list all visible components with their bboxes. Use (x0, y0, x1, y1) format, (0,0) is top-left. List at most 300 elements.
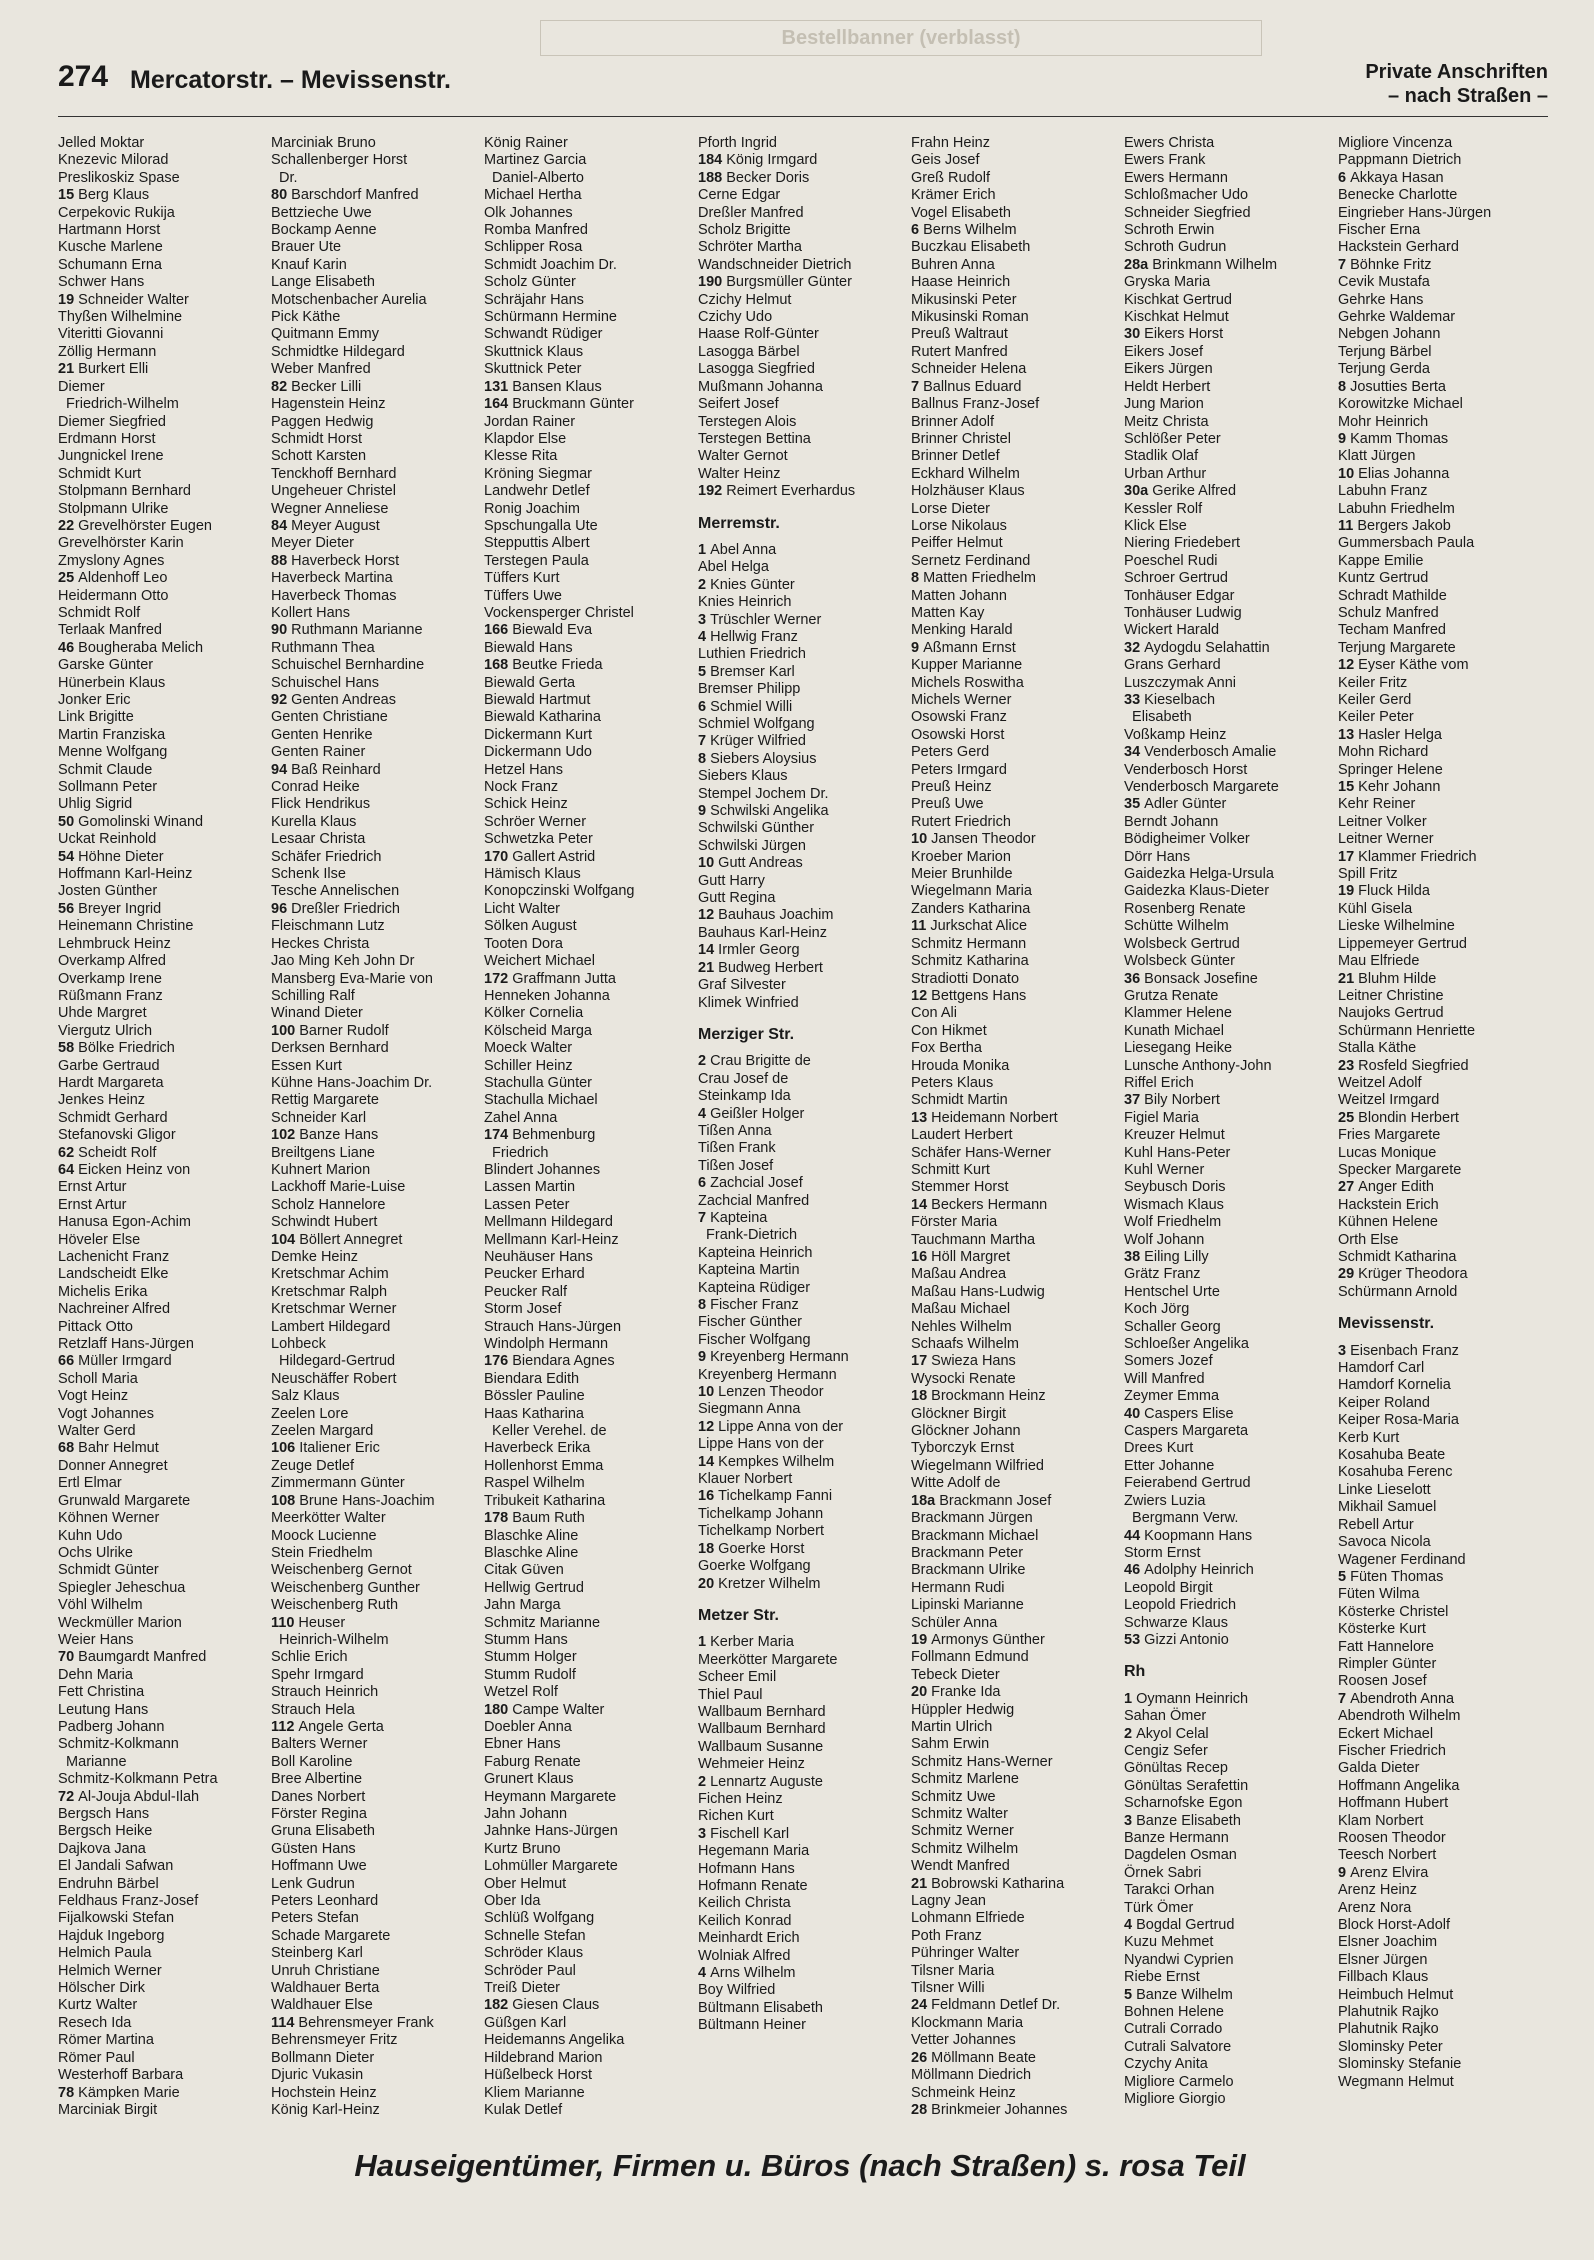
house-number: 7 (698, 733, 711, 750)
resident-entry: Lassen Peter (484, 1196, 570, 1213)
resident-entry: Jonker Eric (58, 692, 131, 708)
resident-entry: 10 Jansen Theodor (911, 831, 1036, 848)
resident-entry: Koch Jörg (1124, 1301, 1190, 1318)
resident-entry: Bollmann Dieter (271, 2049, 375, 2066)
resident-entry: 16 Höll Margret (911, 1249, 1011, 1265)
resident-entry: Schmidt Katharina (1338, 1249, 1457, 1265)
resident-entry: Grevelhörster Karin (58, 535, 184, 552)
resident-entry: Peters Gerd (911, 744, 990, 761)
resident-entry: Marciniak Bruno (271, 135, 376, 151)
resident-entry: 7 Ballnus Eduard (911, 378, 1022, 395)
resident-entry: Hofmann Renate (698, 1878, 808, 1894)
resident-entry: Dehn Maria (58, 1666, 133, 1683)
resident-entry: Hentschel Urte (1124, 1283, 1220, 1300)
resident-entry: Wallbaum Susanne (698, 1738, 824, 1755)
resident-entry: 66 Müller Irmgard (58, 1353, 172, 1370)
resident-entry: Heinrich-Wilhelm (271, 1631, 389, 1648)
resident-entry: Wegner Anneliese (271, 500, 389, 517)
resident-entry: 8 Josutties Berta (1338, 378, 1447, 395)
resident-entry: Wickert Harald (1124, 622, 1220, 639)
resident-entry: Tißen Josef (698, 1157, 774, 1174)
resident-entry: Kurtz Walter (58, 1997, 138, 2014)
resident-entry: Stepputtis Albert (484, 535, 590, 552)
house-number: 9 (1338, 430, 1351, 447)
resident-entry: Kappe Emilie (1338, 552, 1424, 569)
resident-entry: Ewers Frank (1124, 152, 1206, 169)
resident-entry: Schmidt Joachim Dr. (484, 256, 617, 273)
resident-entry: Eckert Michael (1338, 1725, 1434, 1742)
house-number: 164 (484, 396, 513, 413)
resident-entry: Grunert Klaus (484, 1771, 574, 1788)
resident-entry: Vogt Johannes (58, 1405, 154, 1422)
resident-entry: Bültmann Heiner (698, 2017, 806, 2034)
resident-entry: Heymann Margarete (484, 1788, 617, 1805)
resident-entry: Siegmann Anna (698, 1401, 801, 1418)
resident-entry: Kapteina Martin (698, 1262, 800, 1279)
resident-entry: Raspel Wilhelm (484, 1475, 585, 1492)
resident-entry: Rüßmann Franz (58, 987, 163, 1004)
house-number: 112 (271, 1718, 299, 1735)
house-number: 10 (698, 1384, 719, 1401)
resident-entry: Wallbaum Bernhard (698, 1703, 826, 1720)
directory-column (484, 135, 694, 2119)
resident-entry: Fries Margarete (1338, 1127, 1441, 1144)
resident-entry: Wolniak Alfred (698, 1947, 791, 1964)
resident-entry: Fischer Günther (698, 1314, 802, 1331)
resident-entry: Krämer Erich (911, 187, 996, 204)
house-number: 9 (698, 1349, 711, 1366)
house-number: 29 (1338, 1266, 1359, 1283)
resident-entry: 20 Franke Ida (911, 1684, 1001, 1701)
resident-entry: Feierabend Gertrud (1124, 1475, 1251, 1492)
house-number: 170 (484, 848, 513, 865)
resident-entry: Schäfer Friedrich (271, 848, 382, 865)
resident-entry: 8 Matten Friedhelm (911, 570, 1036, 587)
resident-entry: 2 Crau Brigitte de (698, 1053, 811, 1070)
resident-entry: Möllmann Diedrich (911, 2067, 1032, 2084)
house-number: 94 (271, 761, 292, 778)
resident-entry: 46 Adolphy Heinrich (1124, 1562, 1254, 1579)
resident-entry: Zachcial Manfred (698, 1192, 810, 1209)
resident-entry: Ober Helmut (484, 1875, 567, 1892)
resident-entry: Kretschmar Achim (271, 1266, 389, 1283)
resident-entry: Knauf Karin (271, 256, 347, 273)
resident-entry: Conrad Heike (271, 779, 360, 796)
resident-entry: Ruthmann Thea (271, 639, 375, 656)
resident-entry: Kuzu Mehmet (1124, 1934, 1214, 1951)
resident-entry: Walter Gernot (698, 448, 788, 465)
resident-entry: Danes Norbert (271, 1788, 366, 1805)
resident-entry: Elsner Jürgen (1338, 1951, 1428, 1968)
resident-entry: Tichelkamp Johann (698, 1505, 824, 1522)
resident-entry: Mikusinski Peter (911, 291, 1017, 308)
resident-entry: Hagenstein Heinz (271, 396, 386, 413)
resident-entry: Stumm Rudolf (484, 1666, 576, 1683)
house-number: 36 (1124, 970, 1145, 987)
resident-entry: Lambert Hildegard (271, 1318, 391, 1335)
resident-entry: Weitzel Irmgard (1338, 1092, 1440, 1109)
resident-entry: Tooten Dora (484, 935, 563, 952)
resident-entry: Brackmann Jürgen (911, 1510, 1033, 1527)
resident-entry: Gruna Elisabeth (271, 1823, 375, 1840)
resident-entry: Flick Hendrikus (271, 796, 371, 813)
resident-entry: Spehr Irmgard (271, 1666, 364, 1683)
resident-entry: 68 Bahr Helmut (58, 1440, 159, 1457)
resident-entry: 172 Graffmann Jutta (484, 970, 616, 987)
resident-entry: Schenk Ilse (271, 866, 346, 883)
resident-entry: Banze Hermann (1124, 1830, 1229, 1846)
resident-entry: Venderbosch Margarete (1124, 779, 1279, 796)
resident-entry: Jelled Moktar (58, 135, 145, 151)
resident-entry: Gaidezka Helga-Ursula (1124, 866, 1274, 883)
resident-entry: Fischer Erna (1338, 222, 1421, 239)
resident-entry: 36 Bonsack Josefine (1124, 970, 1258, 987)
resident-entry: El Jandali Safwan (58, 1858, 174, 1875)
street-heading: Merremstr. (698, 514, 780, 532)
resident-entry: 33 Kieselbach (1124, 692, 1216, 708)
resident-entry: Specker Margarete (1338, 1161, 1462, 1178)
resident-entry: Förster Regina (271, 1806, 367, 1822)
resident-entry: Zöllig Hermann (58, 343, 157, 360)
resident-entry: Bockamp Aenne (271, 222, 377, 239)
resident-entry: 19 Fluck Hilda (1338, 883, 1430, 900)
resident-entry: Storm Ernst (1124, 1544, 1201, 1561)
resident-entry: Landwehr Detlef (484, 483, 590, 500)
house-number: 3 (1124, 1812, 1137, 1829)
house-number: 90 (271, 622, 292, 639)
resident-entry: Haverbeck Thomas (271, 587, 397, 604)
resident-entry: Peiffer Helmut (911, 535, 1003, 552)
resident-entry: Schwilski Jürgen (698, 837, 806, 854)
resident-entry: Kosahuba Beate (1338, 1447, 1446, 1464)
resident-entry: Zeymer Emma (1124, 1388, 1220, 1405)
resident-entry: Vogel Elisabeth (911, 204, 1011, 221)
resident-entry: Schmitz Marlene (911, 1771, 1019, 1788)
resident-entry: Schmidt Horst (271, 430, 363, 447)
resident-entry: 37 Bily Norbert (1124, 1092, 1220, 1109)
resident-entry: Hoffmann Uwe (271, 1858, 367, 1875)
resident-entry: Maßau Andrea (911, 1266, 1007, 1283)
resident-entry: Menking Harald (911, 622, 1013, 639)
resident-entry: Benecke Charlotte (1338, 187, 1458, 204)
resident-entry: Stadlik Olaf (1124, 448, 1199, 465)
house-number: 20 (911, 1684, 932, 1701)
resident-entry: 131 Bansen Klaus (484, 378, 602, 395)
resident-entry: Keiper Rosa-Maria (1338, 1412, 1459, 1429)
resident-entry: Schott Karsten (271, 448, 367, 465)
resident-entry: Keiler Gerd (1338, 692, 1412, 708)
resident-entry: Kühl Gisela (1338, 900, 1413, 917)
resident-entry: 24 Feldmann Detlef Dr. (911, 1997, 1061, 2014)
resident-entry: 10 Gutt Andreas (698, 855, 803, 872)
resident-entry: 14 Kempkes Wilhelm (698, 1453, 835, 1470)
resident-entry: Mansberg Eva-Marie von (271, 970, 433, 987)
resident-entry: Stein Friedhelm (271, 1544, 373, 1561)
house-number: 1 (698, 541, 711, 558)
resident-entry: 54 Höhne Dieter (58, 848, 164, 865)
resident-entry: Fillbach Klaus (1338, 1969, 1429, 1986)
resident-entry: Keller Verehel. de (484, 1423, 607, 1440)
resident-entry: Kuhl Werner (1124, 1161, 1205, 1178)
house-number: 18 (911, 1388, 932, 1405)
resident-entry: Landscheidt Elke (58, 1266, 169, 1283)
resident-entry: Kreyenberg Hermann (698, 1366, 837, 1383)
house-number: 14 (698, 1453, 719, 1470)
house-number: 66 (58, 1353, 79, 1370)
resident-entry: 168 Beutke Frieda (484, 657, 603, 674)
resident-entry: Kösterke Kurt (1338, 1621, 1426, 1638)
resident-entry: Ebner Hans (484, 1736, 561, 1753)
resident-entry: 190 Burgsmüller Günter (698, 274, 852, 291)
resident-entry: Terlaak Manfred (58, 622, 162, 639)
resident-entry: 108 Brune Hans-Joachim (271, 1492, 435, 1509)
resident-entry: Bergsch Heike (58, 1823, 153, 1840)
resident-entry: Garske Günter (58, 657, 154, 674)
house-number: 21 (911, 1875, 932, 1892)
resident-entry: Genten Rainer (271, 744, 366, 761)
resident-entry: Schlipper Rosa (484, 239, 583, 256)
resident-entry: Schwarze Klaus (1124, 1614, 1228, 1631)
resident-entry: Fett Christina (58, 1684, 145, 1701)
resident-entry: Lucas Monique (1338, 1144, 1437, 1161)
resident-entry: Ernst Artur (58, 1179, 127, 1196)
resident-entry: Köhnen Werner (58, 1510, 160, 1527)
resident-entry: 100 Barner Rudolf (271, 1022, 389, 1039)
resident-entry: Tesche Annelischen (271, 883, 400, 900)
resident-entry: 12 Eyser Käthe vom (1338, 657, 1469, 674)
resident-entry: Marciniak Birgit (58, 2101, 158, 2118)
resident-entry: Nebgen Johann (1338, 326, 1441, 343)
house-number: 12 (1338, 657, 1359, 674)
resident-entry: Biewald Hans (484, 639, 573, 656)
resident-entry: Crau Josef de (698, 1070, 789, 1087)
resident-entry: Voßkamp Heinz (1124, 726, 1227, 743)
house-number: 18 (698, 1540, 719, 1557)
resident-entry: Preslikoskiz Spase (58, 169, 180, 186)
resident-entry: Scholz Hannelore (271, 1196, 386, 1213)
resident-entry: Schürmann Arnold (1338, 1283, 1458, 1300)
resident-entry: Savoca Nicola (1338, 1534, 1431, 1551)
resident-entry: Keilich Konrad (698, 1912, 792, 1929)
house-number: 106 (271, 1440, 300, 1457)
resident-entry: Dagdelen Osman (1124, 1847, 1237, 1864)
house-number: 4 (698, 1105, 711, 1122)
resident-entry: Glöckner Johann (911, 1423, 1021, 1440)
resident-entry: Czichy Udo (698, 309, 773, 326)
resident-entry: Gehrke Hans (1338, 291, 1424, 308)
resident-entry: Mikhail Samuel (1338, 1499, 1437, 1516)
resident-entry: 11 Jurkschat Alice (911, 918, 1028, 935)
resident-entry: 10 Elias Johanna (1338, 465, 1450, 482)
resident-entry: Ungeheuer Christel (271, 483, 396, 500)
resident-entry: Roosen Theodor (1338, 1830, 1446, 1846)
resident-entry: Lippemeyer Gertrud (1338, 935, 1467, 952)
resident-entry: Roosen Josef (1338, 1673, 1427, 1690)
resident-entry: Follmann Edmund (911, 1649, 1029, 1666)
house-number: 166 (484, 622, 513, 639)
resident-entry: Lohmüller Margarete (484, 1858, 618, 1875)
resident-entry: Hegemann Maria (698, 1843, 810, 1860)
resident-entry: 19 Schneider Walter (58, 291, 189, 308)
resident-entry: Schwandt Rüdiger (484, 326, 603, 343)
resident-entry: Wagener Ferdinand (1338, 1551, 1466, 1568)
resident-entry: Thiel Paul (698, 1686, 763, 1703)
house-number: 32 (1124, 639, 1145, 656)
house-number: 180 (484, 1701, 513, 1718)
house-number: 2 (698, 1053, 711, 1070)
resident-entry: Hrouda Monika (911, 1057, 1010, 1074)
resident-entry: Zeelen Margard (271, 1423, 374, 1440)
resident-entry: Somers Jozef (1124, 1353, 1213, 1370)
resident-entry: Leopold Birgit (1124, 1579, 1213, 1596)
resident-entry: 9 Kreyenberg Hermann (698, 1349, 849, 1366)
resident-entry: Lasogga Siegfried (698, 361, 815, 378)
resident-entry: Nyandwi Cyprien (1124, 1951, 1234, 1968)
resident-entry: Eckhard Wilhelm (911, 465, 1020, 482)
resident-entry: 40 Caspers Elise (1124, 1405, 1234, 1422)
resident-entry: Terjung Bärbel (1338, 343, 1432, 360)
resident-entry: Moeck Walter (484, 1040, 573, 1057)
resident-entry: Springer Helene (1338, 761, 1443, 778)
house-number: 3 (698, 611, 711, 628)
resident-entry: Hünerbein Klaus (58, 674, 166, 691)
resident-entry: Meerkötter Margarete (698, 1651, 838, 1668)
resident-entry: Schmitz Walter (911, 1806, 1008, 1822)
resident-entry: Geis Josef (911, 152, 980, 169)
house-number: 12 (698, 907, 719, 924)
resident-entry: Grätz Franz (1124, 1266, 1201, 1283)
resident-entry: Rebell Artur (1338, 1516, 1414, 1533)
resident-entry: Kunath Michael (1124, 1022, 1224, 1039)
footer-note: Hauseigentümer, Firmen u. Büros (nach Straßen) s. rosa Teil (354, 2148, 1246, 2183)
resident-entry: 15 Berg Klaus (58, 187, 150, 204)
resident-entry: Mikusinski Roman (911, 309, 1029, 326)
resident-entry: 30 Eikers Horst (1124, 326, 1224, 343)
house-number: 70 (58, 1649, 79, 1666)
resident-entry: 50 Gomolinski Winand (58, 813, 204, 830)
resident-entry: Schmitz Hermann (911, 935, 1027, 952)
resident-entry: Steinkamp Ida (698, 1088, 791, 1105)
resident-entry: Kosahuba Ferenc (1338, 1464, 1453, 1481)
resident-entry: Luszczymak Anni (1124, 674, 1237, 691)
resident-entry: 32 Aydogdu Selahattin (1124, 639, 1270, 656)
resident-entry: Leutung Hans (58, 1701, 149, 1718)
resident-entry: Wolf Johann (1124, 1231, 1205, 1248)
resident-entry: Winand Dieter (271, 1005, 363, 1022)
resident-entry: Römer Paul (58, 2049, 135, 2066)
resident-entry: 7 Kapteina (698, 1209, 768, 1226)
section-title-line1: Private Anschriften (1365, 61, 1548, 83)
resident-entry: Quitmann Emmy (271, 326, 379, 343)
house-number: 6 (911, 222, 924, 239)
house-number: 30a (1124, 483, 1153, 500)
resident-entry: Stempel Jochem Dr. (698, 785, 829, 802)
resident-entry: Schürmann Hermine (484, 309, 617, 326)
house-number: 8 (1338, 378, 1351, 395)
resident-entry: Gaidezka Klaus-Dieter (1124, 883, 1270, 900)
house-number: 27 (1338, 1179, 1359, 1196)
resident-entry: Djuric Vukasin (271, 2067, 364, 2084)
resident-entry: Weber Manfred (271, 361, 371, 378)
resident-entry: Sahm Erwin (911, 1736, 990, 1753)
resident-entry: Citak Güven (484, 1562, 564, 1579)
directory-column (698, 135, 908, 2035)
resident-entry: Vogt Heinz (58, 1388, 129, 1405)
resident-entry: Demke Heinz (271, 1249, 359, 1265)
resident-entry: 170 Gallert Astrid (484, 848, 596, 865)
resident-entry: Schlie Erich (271, 1649, 348, 1666)
resident-entry: Tonhäuser Edgar (1124, 587, 1235, 604)
resident-entry: Leitner Volker (1338, 813, 1427, 830)
resident-entry: 174 Behmenburg (484, 1127, 596, 1144)
resident-entry: Güßgen Karl (484, 2014, 567, 2031)
street-heading: Mevissenstr. (1338, 1315, 1435, 1333)
resident-entry: Klick Else (1124, 517, 1187, 534)
resident-entry: Hüßelbeck Horst (484, 2067, 592, 2084)
resident-entry: Meerkötter Walter (271, 1510, 386, 1527)
resident-entry: 7 Böhnke Fritz (1338, 256, 1432, 273)
resident-entry: Biewald Gerta (484, 674, 576, 691)
street-heading: Metzer Str. (698, 1606, 779, 1624)
resident-entry: Tichelkamp Norbert (698, 1523, 824, 1540)
resident-entry: Scheer Emil (698, 1669, 777, 1686)
house-number: 5 (1338, 1568, 1351, 1585)
header-rule (58, 116, 1548, 117)
resident-entry: 16 Tichelkamp Fanni (698, 1488, 833, 1505)
house-number: 64 (58, 1161, 79, 1178)
resident-entry: Schulz Manfred (1338, 604, 1439, 621)
resident-entry: 180 Campe Walter (484, 1701, 605, 1718)
resident-entry: 3 Fischell Karl (698, 1825, 790, 1842)
resident-entry: Arenz Heinz (1338, 1882, 1417, 1899)
resident-entry: Slominsky Stefanie (1338, 2056, 1462, 2073)
resident-entry: Fischer Wolfgang (698, 1331, 811, 1348)
resident-entry: 176 Biendara Agnes (484, 1353, 615, 1370)
resident-entry: 22 Grevelhörster Eugen (58, 517, 212, 534)
resident-entry: Türk Ömer (1124, 1899, 1194, 1916)
resident-entry: Lassen Martin (484, 1179, 576, 1196)
house-number: 15 (1338, 779, 1359, 796)
resident-entry: Kessler Rolf (1124, 500, 1203, 517)
resident-entry: Biewald Katharina (484, 709, 601, 726)
house-number: 188 (698, 169, 727, 186)
resident-entry: Caspers Margareta (1124, 1423, 1249, 1440)
resident-entry: Kupper Marianne (911, 657, 1023, 674)
resident-entry: Goerke Wolfgang (698, 1558, 811, 1575)
resident-entry: Güsten Hans (271, 1840, 356, 1857)
resident-entry: 88 Haverbeck Horst (271, 552, 400, 569)
resident-entry: Wetzel Rolf (484, 1684, 558, 1701)
resident-entry: 72 Al-Jouja Abdul-Ilah (58, 1788, 200, 1805)
resident-entry: Grunwald Margarete (58, 1492, 191, 1509)
resident-entry: Martinez Garcia (484, 152, 587, 169)
resident-entry: 5 Bremser Karl (698, 663, 795, 680)
resident-entry: Fischer Friedrich (1338, 1742, 1446, 1759)
resident-entry: Osowski Horst (911, 726, 1005, 743)
resident-entry: Zahel Anna (484, 1109, 558, 1126)
resident-entry: Siebers Klaus (698, 768, 788, 785)
house-number: 56 (58, 900, 79, 917)
resident-entry: Schlüß Wolfgang (484, 1910, 595, 1927)
resident-entry: Hardt Margareta (58, 1074, 164, 1091)
faded-banner: Bestellbanner (verblasst) (540, 20, 1262, 56)
resident-entry: Klammer Helene (1124, 1005, 1232, 1022)
resident-entry: Lorse Nikolaus (911, 517, 1007, 534)
resident-entry: Leopold Friedrich (1124, 1597, 1237, 1614)
resident-entry: Schmidt Günter (58, 1562, 159, 1579)
resident-entry: Schneider Helena (911, 361, 1027, 378)
resident-entry: 1 Oymann Heinrich (1124, 1690, 1249, 1707)
